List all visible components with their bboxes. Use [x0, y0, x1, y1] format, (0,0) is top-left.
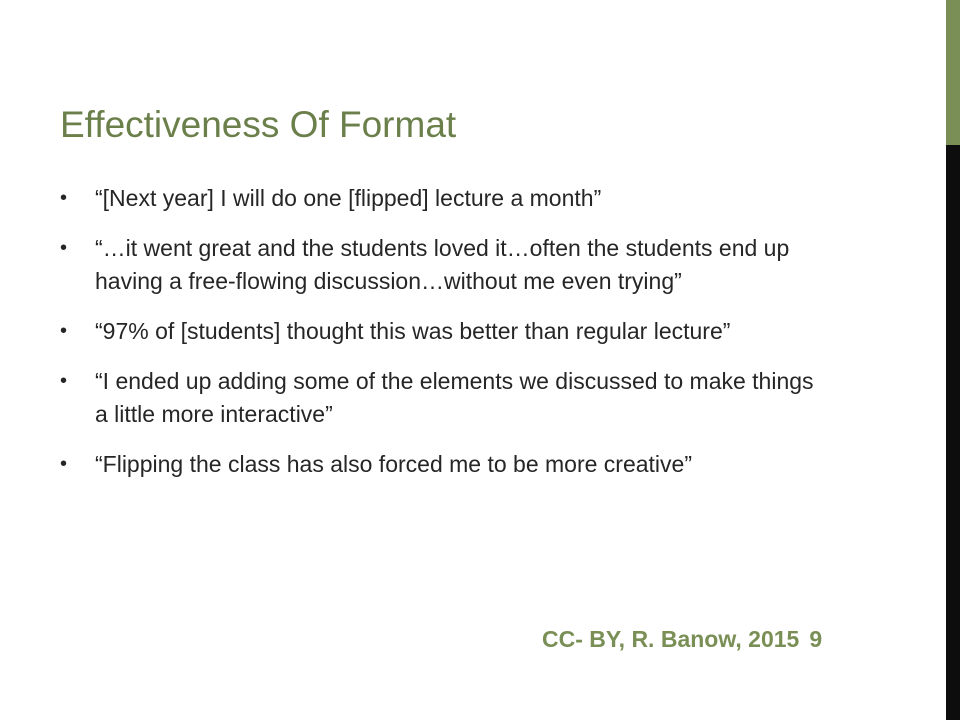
- accent-bar-dark: [946, 145, 960, 720]
- bullet-list: [60, 182, 830, 498]
- bullet-item: [60, 315, 830, 348]
- slide-footer: [542, 624, 822, 654]
- bullet-item: [60, 232, 830, 298]
- slide-title: Effectiveness Of Format: [60, 104, 457, 145]
- bullet-icon: •: [60, 187, 68, 209]
- footer-credit: CC- BY, R. Banow, 2015: [542, 626, 800, 652]
- bullet-item: [60, 448, 830, 481]
- bullet-text: “97% of [students] thought this was better than regular lecture”: [95, 318, 731, 344]
- accent-bar-green: [946, 0, 960, 145]
- bullet-item: [60, 182, 830, 215]
- bullet-item: [60, 365, 830, 431]
- bullet-icon: •: [60, 453, 68, 475]
- bullet-icon: •: [60, 320, 68, 342]
- page-number: 9: [809, 626, 823, 652]
- bullet-text: “[Next year] I will do one [flipped] lecture a month”: [95, 185, 602, 211]
- bullet-text: “Flipping the class has also forced me to be more creative”: [95, 451, 692, 477]
- bullet-icon: •: [60, 237, 68, 259]
- bullet-text: “…it went great and the students loved it…often the students end up having a free-flowing discussion…without me even trying”: [95, 235, 790, 294]
- bullet-icon: •: [60, 370, 68, 392]
- bullet-text: “I ended up adding some of the elements we discussed to make things a little more interactive”: [95, 368, 814, 427]
